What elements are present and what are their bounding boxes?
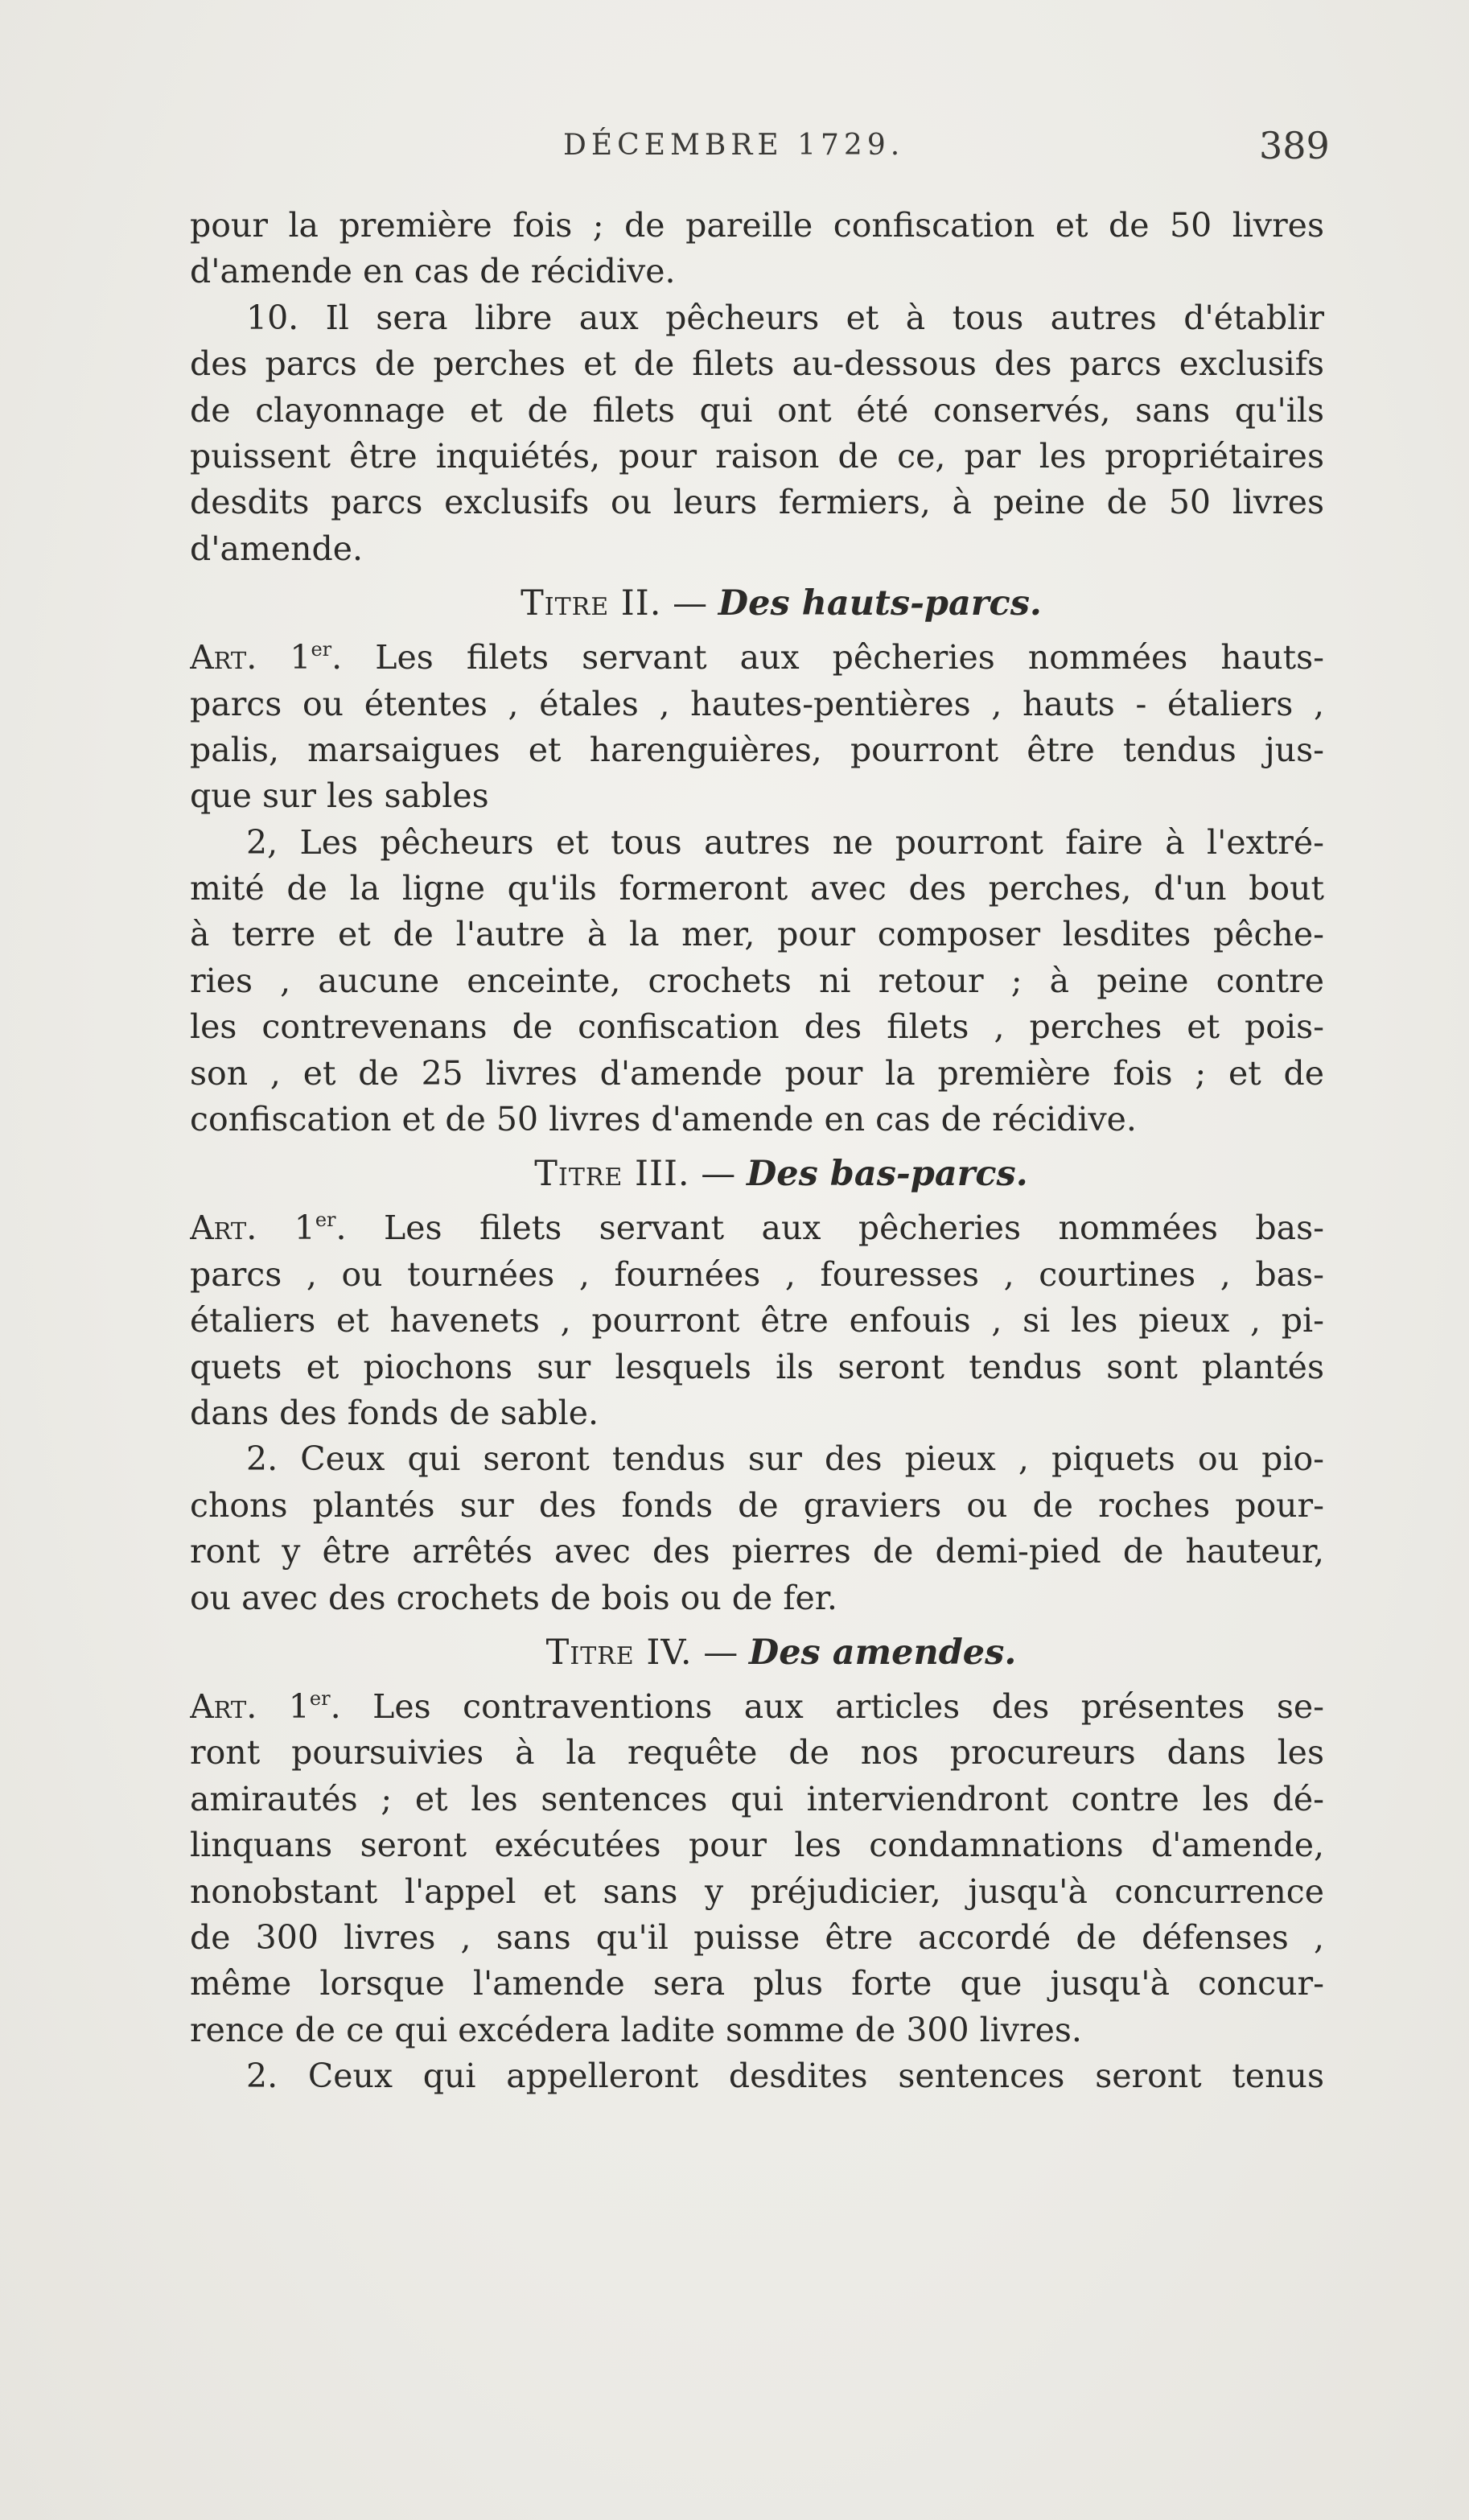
text-line: rence de ce qui excédera ladite somme de 300 livres. [190, 2010, 1082, 2049]
text-line: amirautés ; et les sentences qui interviendront contre les dé- [190, 1779, 1324, 1818]
article-ordinal-sup: er [315, 1209, 336, 1232]
text-line: d'amende en cas de récidive. [190, 252, 676, 291]
text-line: que sur les sables [190, 776, 489, 816]
article-line [190, 1684, 1324, 1730]
text-line: 2. Ceux qui seront tendus sur des pieux , piquets ou pio- [246, 1439, 1324, 1479]
text-line: 2. Ceux qui appelleront desdites sentences seront tenus [246, 2057, 1324, 2096]
section-title-titre-4 [190, 1621, 1324, 1684]
text-line: quets et piochons sur lesquels ils seront tendus sont plantés [190, 1347, 1324, 1386]
text-line: ou avec des crochets de bois ou de fer. [190, 1578, 837, 1617]
page-header [0, 121, 1469, 177]
text-line: les contrevenans de confiscation des filets , perches et pois- [190, 1007, 1324, 1047]
article-label: Art. 1 [190, 1209, 315, 1248]
article-label: Art. 1 [190, 638, 311, 677]
section-title-label: Titre II. [521, 583, 662, 624]
section-title-subject: Des bas-parcs. [746, 1154, 1028, 1195]
section-title-dash: — [661, 583, 718, 624]
article-ordinal-sup: er [309, 1686, 331, 1710]
article-text: . Les filets servant aux pêcheries nommées hauts- [331, 638, 1324, 677]
text-line: ront y être arrêtés avec des pierres de demi-pied de hauteur, [190, 1532, 1324, 1571]
page-number: 389 [1259, 124, 1330, 167]
text-line: à terre et de l'autre à la mer, pour composer lesdites pêche- [190, 915, 1324, 954]
section-title-subject: Des amendes. [748, 1632, 1017, 1673]
article-line [190, 635, 1324, 681]
section-title-dash: — [692, 1632, 749, 1673]
text-line: mité de la ligne qu'ils formeront avec des perches, d'un bout [190, 869, 1324, 908]
body-text [190, 203, 1324, 2099]
article-label: Art. 1 [190, 1686, 310, 1726]
text-line: son , et de 25 livres d'amende pour la première fois ; et de [190, 1053, 1324, 1093]
text-line: dans des fonds de sable. [190, 1393, 599, 1432]
section-title-dash: — [689, 1154, 747, 1195]
text-line: puissent être inquiétés, pour raison de ce, par les propriétaires [190, 436, 1324, 476]
article-line [190, 1205, 1324, 1251]
text-line: d'amende. [190, 529, 364, 568]
section-title-titre-3 [190, 1143, 1324, 1205]
text-line: 10. Il sera libre aux pêcheurs et à tous autres d'établir [246, 298, 1324, 337]
text-line: desdits parcs exclusifs ou leurs fermiers, à peine de 50 livres [190, 483, 1324, 522]
text-line: parcs ou étentes , étales , hautes-pentières , hauts - étaliers , [190, 684, 1324, 723]
running-head: DÉCEMBRE 1729. [563, 129, 905, 162]
text-line: même lorsque l'amende sera plus forte que jusqu'à concur- [190, 1964, 1324, 2003]
text-line: de 300 livres , sans qu'il puisse être accordé de défenses , [190, 1917, 1324, 1957]
text-line: étaliers et havenets , pourront être enfouis , si les pieux , pi- [190, 1301, 1324, 1340]
text-line: de clayonnage et de filets qui ont été conservés, sans qu'ils [190, 390, 1324, 430]
text-line: parcs , ou tournées , fournées , fouresses , courtines , bas- [190, 1254, 1324, 1294]
section-title-label: Titre III. [534, 1154, 690, 1195]
text-line: 2, Les pêcheurs et tous autres ne pourront faire à l'extré- [246, 822, 1324, 862]
article-text: . Les filets servant aux pêcheries nommées bas- [335, 1209, 1324, 1248]
section-title-titre-2 [190, 572, 1324, 635]
text-line: confiscation et de 50 livres d'amende en cas de récidive. [190, 1100, 1137, 1139]
text-line: ront poursuivies à la requête de nos procureurs dans les [190, 1733, 1324, 1773]
text-line: nonobstant l'appel et sans y préjudicier, jusqu'à concurrence [190, 1871, 1324, 1911]
section-title-subject: Des hauts-parcs. [718, 583, 1042, 624]
text-line: des parcs de perches et de filets au-dessous des parcs exclusifs [190, 344, 1324, 384]
text-line: chons plantés sur des fonds de graviers ou de roches pour- [190, 1485, 1324, 1525]
text-line: ries , aucune enceinte, crochets ni retour ; à peine contre [190, 961, 1324, 1000]
article-text: . Les contraventions aux articles des présentes se- [330, 1686, 1324, 1726]
article-ordinal-sup: er [311, 638, 332, 661]
section-title-label: Titre IV. [545, 1632, 693, 1673]
text-line: palis, marsaigues et harenguières, pourront être tendus jus- [190, 730, 1324, 769]
text-line: linquans seront exécutées pour les condamnations d'amende, [190, 1826, 1324, 1865]
text-line: pour la première fois ; de pareille confiscation et de 50 livres [190, 206, 1324, 245]
